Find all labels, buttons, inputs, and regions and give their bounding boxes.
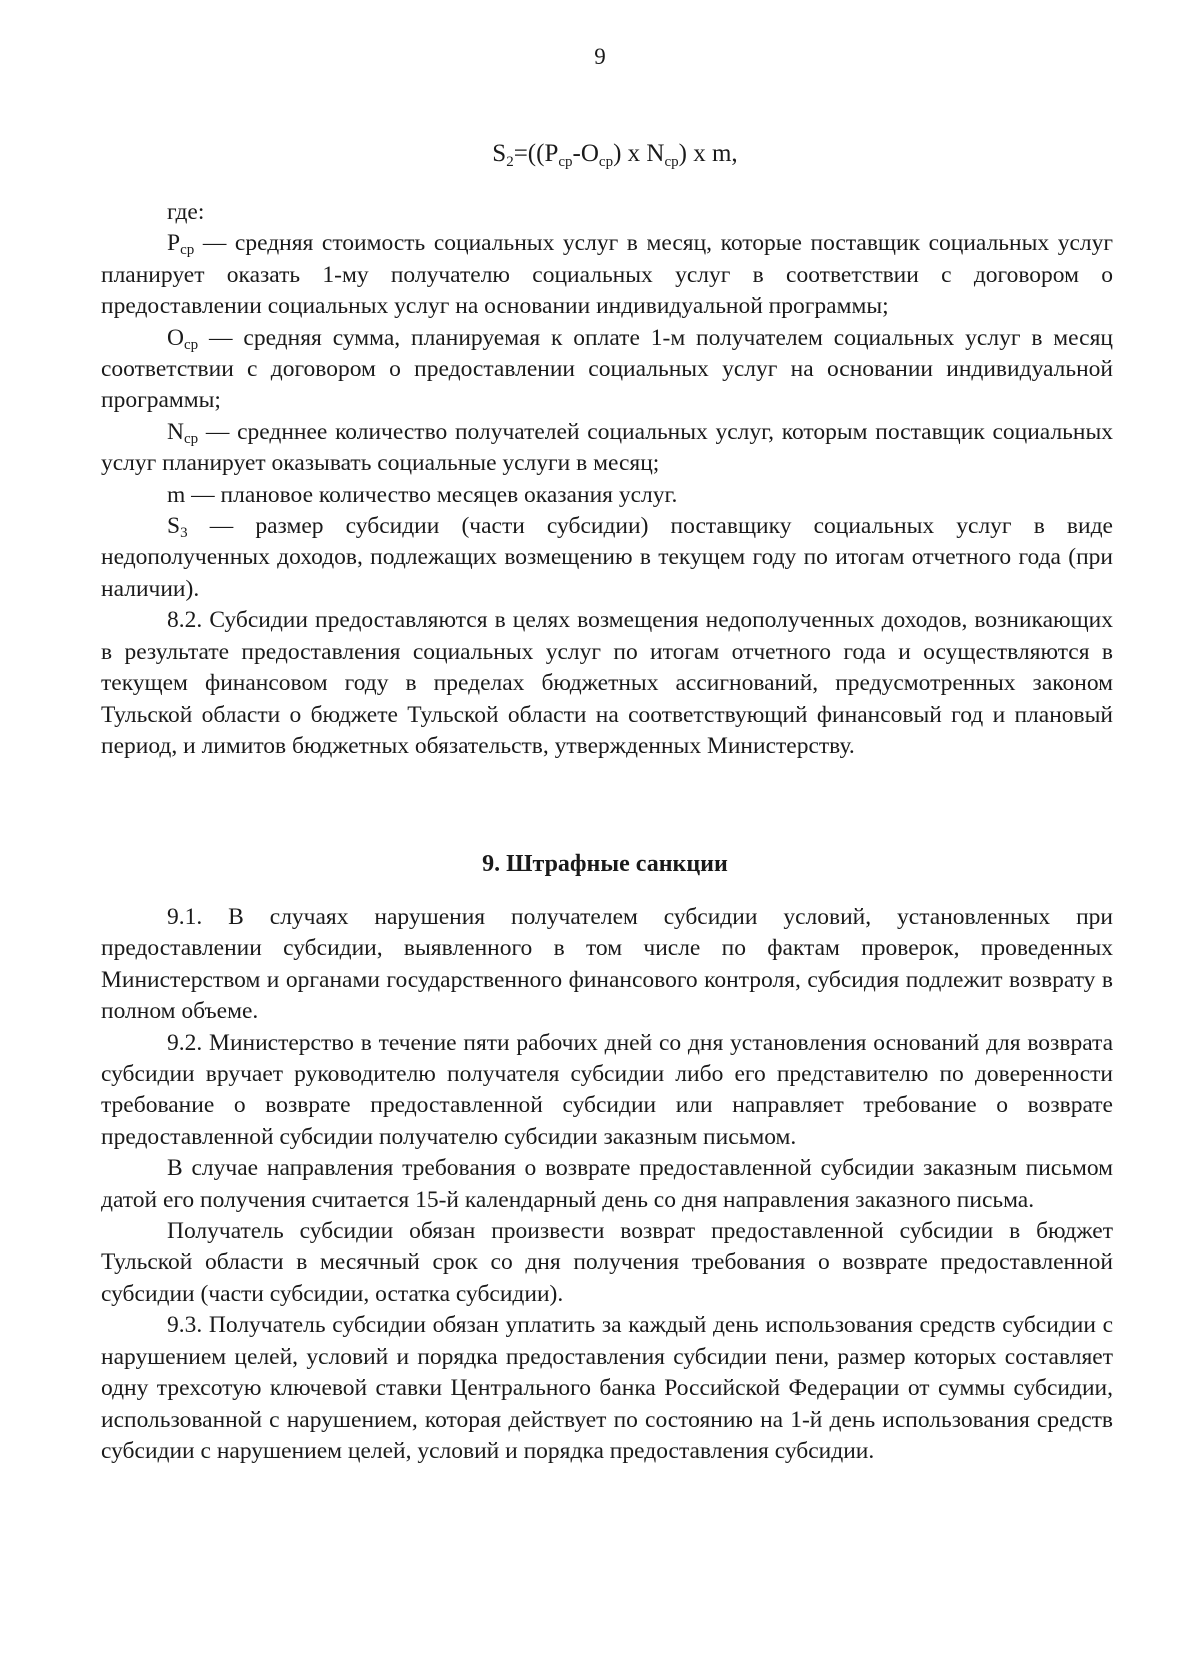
paragraph-9-1: 9.1. В случаях нарушения получателем субсидии условий, установленных при предоставлении субсидии, выявленного в том числе по фактам проверок, проведенных Министерством и органами государственного финансового контроля, субсидия подлежит возврату в полном объеме. — [101, 904, 1113, 1025]
formula-part: ) х m, — [678, 140, 738, 167]
definition-symbol: m — [167, 481, 186, 508]
definition-text: — средняя сумма, планируемая к оплате 1-м получателем социальных услуг в месяц соответствии с договором о предоставлении социальных услуг на основании индивидуальной программы; — [101, 324, 1113, 414]
definition-subscript: ср — [180, 242, 195, 259]
paragraph-9-3: 9.3. Получатель субсидии обязан уплатить за каждый день использования средств субсидии с нарушением целей, условий и порядка предоставления субсидии пени, размер которых составляет одну трехсотую ключевой ставки Центрального банка Российской Федерации от суммы субсидии, использованной с нарушением, которая действует по состоянию на 1-й день использования средств субсидии с нарушением целей, условий и порядка предоставления субсидии. — [101, 1312, 1113, 1464]
definition-m-months — [101, 480, 1113, 511]
section-9-heading: 9. Штрафные санкции — [482, 851, 728, 877]
section-9-body — [101, 902, 1113, 1467]
definition-symbol: S — [167, 513, 181, 540]
paragraph-refund-obligation: Получатель субсидии обязан произвести возврат предоставленной субсидии в бюджет Тульской области в месячный срок со дня получения требования о возврате предоставленной субсидии (части субсидии, остатка субсидии). — [101, 1218, 1113, 1307]
definition-text: — средняя стоимость социальных услуг в месяц, которые поставщик социальных услуг планирует оказать 1-му получателю социальных услуг в соответствии с договором о предоставлении социальных услуг на основании индивидуальной программы; — [101, 230, 1113, 320]
definition-o-avg-payment — [101, 323, 1113, 417]
formula-subscript: ср — [598, 154, 614, 170]
formula-part: -О — [572, 140, 599, 167]
definition-text: — плановое количество месяцев оказания услуг. — [185, 481, 678, 508]
formula-lhs: S — [492, 140, 507, 167]
definition-subscript: ср — [183, 336, 199, 353]
definition-text: — размер субсидии (части субсидии) поставщику социальных услуг в виде недополученных доходов, подлежащих возмещению в текущем году по итогам отчетного года (при наличии). — [101, 513, 1113, 602]
page-number: 9 — [594, 44, 606, 69]
definition-p-avg-cost — [101, 228, 1113, 322]
definition-symbol: О — [167, 324, 184, 351]
formula-lhs-subscript: 2 — [506, 154, 514, 170]
definition-n-avg-recipients — [101, 417, 1113, 480]
definition-subscript: 3 — [180, 525, 188, 542]
definition-symbol: P — [167, 230, 181, 257]
formula-subscript: ср — [664, 154, 679, 170]
definitions-block — [101, 197, 1113, 762]
paragraph-9-2: 9.2. Министерство в течение пяти рабочих дней со дня установления оснований для возврата субсидии вручает руководителю получателя субсидии либо его представителю по доверенности требование о возврате предоставленной субсидии или направляет требование о возврате предоставленной субсидии получателю субсидии заказным письмом. — [101, 1029, 1113, 1150]
where-label: где: — [167, 199, 205, 225]
formula-part: =((P — [513, 140, 559, 167]
definition-text: — средннее количество получателей социальных услуг, которым поставщик социальных услуг планирует оказывать социальные услуги в месяц; — [101, 418, 1113, 477]
definition-symbol: N — [167, 418, 184, 445]
paragraph-registered-letter: В случае направления требования о возврате предоставленной субсидии заказным письмом датой его получения считается 15-й календарный день со дня направления заказного письма. — [101, 1155, 1113, 1213]
paragraph-8-2: 8.2. Субсидии предоставляются в целях возмещения недополученных доходов, возникающих в результате предоставления социальных услуг по итогам отчетного года и осуществляются в текущем финансовом году в пределах бюджетных ассигнований, предусмотренных законом Тульской области о бюджете Тульской области на соответствующий финансовый год и плановый период, и лимитов бюджетных обязательств, утвержденных Министерству. — [101, 607, 1113, 759]
formula-subscript: ср — [558, 154, 573, 170]
formula-s2 — [0, 138, 1200, 170]
definition-s3-subsidy — [101, 511, 1113, 605]
definition-subscript: ср — [183, 430, 199, 447]
formula-part: ) х N — [613, 140, 665, 167]
